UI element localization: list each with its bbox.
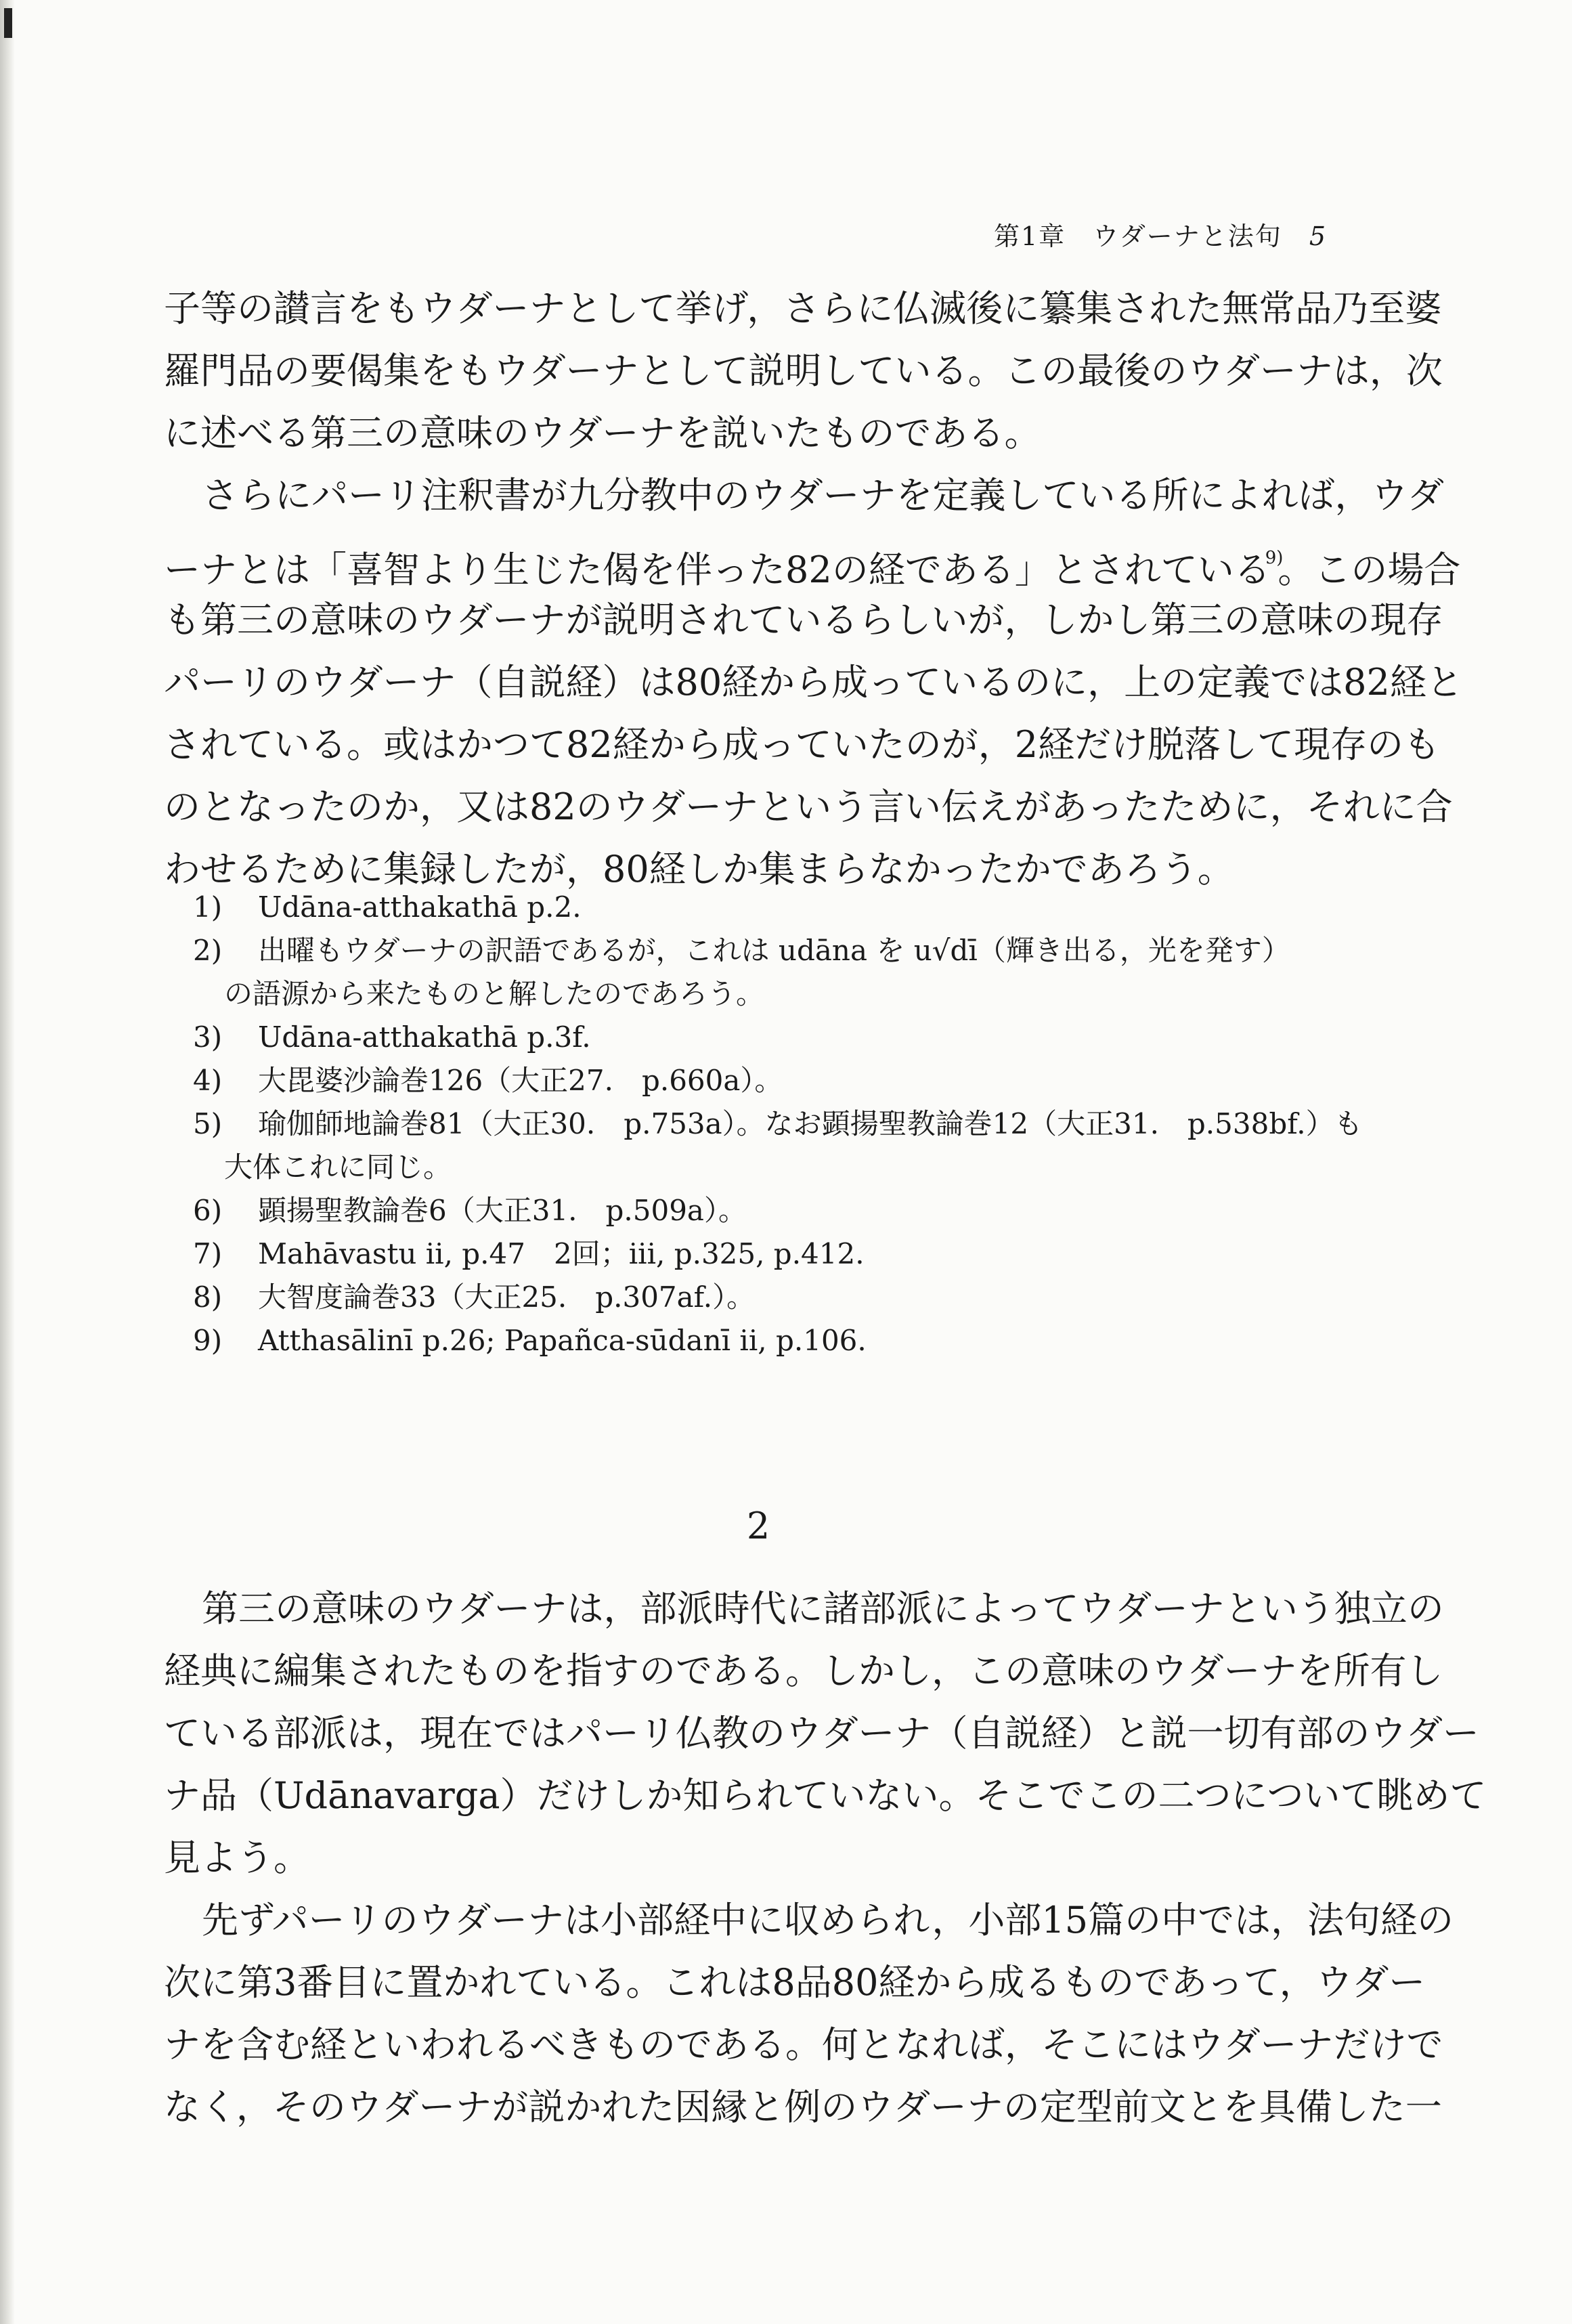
- footnote-number: 8): [193, 1281, 223, 1314]
- footnote-text: 大毘婆沙論巻126（大正27. p.660a）。: [258, 1064, 783, 1097]
- footnote-number: 1): [193, 890, 223, 924]
- footnote-marker: 9): [1265, 548, 1284, 568]
- footnote-number: 6): [193, 1194, 223, 1227]
- body-line: ている部派は，現在ではパーリ仏教のウダーナ（自説経）と説一切有部のウダー: [164, 1712, 1479, 1755]
- footnote: [193, 886, 1357, 929]
- body-line-tail: 。この場合: [1278, 548, 1461, 591]
- body-line: 先ずパーリのウダーナは小部経中に収められ，小部15篇の中では，法句経の: [202, 1899, 1454, 1941]
- footnote-text: 大智度論巻33（大正25. p.307af.）。: [258, 1281, 756, 1314]
- footnote-text: 顕揚聖教論巻6（大正31. p.509a）。: [258, 1194, 747, 1227]
- footnotes: [193, 886, 1363, 1362]
- body-line: 第三の意味のウダーナは，部派時代に諸部派によってウダーナという独立の: [202, 1587, 1444, 1630]
- footnote-text: Mahāvastu ii, p.47 2回；iii, p.325, p.412.: [258, 1237, 865, 1270]
- footnote: [193, 1319, 1357, 1362]
- footnote-number: 7): [193, 1237, 223, 1270]
- section-2-body: [164, 1578, 1487, 2138]
- footnote: [193, 1059, 1357, 1102]
- body-line: 子等の讃言をもウダーナとして挙げ，さらに仏滅後に纂集された無常品乃至婆: [164, 287, 1442, 330]
- scan-mark: [4, 8, 12, 38]
- chapter-title: 第1章 ウダーナと法句: [994, 221, 1282, 251]
- body-line: も第三の意味のウダーナが説明されているらしいが，しかし第三の意味の現存: [164, 599, 1443, 641]
- footnote: [193, 1276, 1357, 1319]
- footnote: [193, 1016, 1357, 1059]
- footnote-number: 3): [193, 1020, 223, 1054]
- footnote: [193, 1189, 1357, 1232]
- section-1-body: [164, 278, 1463, 901]
- body-line: 経典に編集されたものを指すのである。しかし，この意味のウダーナを所有し: [164, 1650, 1443, 1692]
- body-line: わせるために集録したが，80経しか集まらなかったかであろう。: [164, 848, 1234, 890]
- footnote-number: 9): [193, 1324, 223, 1357]
- body-line-text: ーナとは「喜智より生じた偈を伴った82の経である」とされている: [164, 548, 1271, 591]
- body-line: 次に第3番目に置かれている。これは8品80経から成るものであって，ウダー: [164, 1961, 1426, 2004]
- footnote: [193, 1232, 1357, 1276]
- section-number: 2: [746, 1505, 770, 1547]
- footnote-text: Udāna-atthakathā p.3f.: [258, 1020, 591, 1054]
- page-number: 5: [1309, 221, 1327, 251]
- body-line: さらにパーリ注釈書が九分教中のウダーナを定義している所によれば，ウダ: [202, 474, 1444, 517]
- body-line: に述べる第三の意味のウダーナを説いたものである。: [164, 412, 1041, 454]
- body-line: のとなったのか，又は82のウダーナという言い伝えがあったために，それに合: [164, 786, 1453, 828]
- running-header: [994, 215, 1327, 253]
- footnote-text: Udāna-atthakathā p.2.: [258, 890, 582, 924]
- body-line: パーリのウダーナ（自説経）は80経から成っているのに，上の定義では82経と: [164, 661, 1463, 704]
- footnote-continuation: 大体これに同じ。: [224, 1150, 452, 1184]
- body-line: 見よう。: [164, 1836, 310, 1879]
- footnote-text: 出曜もウダーナの訳語であるが，これは udāna を u√dī（輝き出る，光を発す）: [258, 934, 1290, 967]
- footnote-text: 瑜伽師地論巻81（大正30. p.753a）。なお顕揚聖教論巻12（大正31. p.538bf.）も: [258, 1107, 1363, 1140]
- body-line: 羅門品の要偈集をもウダーナとして説明している。この最後のウダーナは，次: [164, 349, 1443, 392]
- body-line: ナを含む経といわれるべきものである。何となれば，そこにはウダーナだけで: [164, 2023, 1443, 2066]
- footnote: [193, 929, 1357, 972]
- body-line-with-footnote: [164, 527, 1461, 591]
- footnote-continuation: の語源から来たものと解したのであろう。: [224, 977, 765, 1010]
- body-line: ナ品（Udānavarga）だけしか知られていない。そこでこの二つについて眺めて: [164, 1774, 1487, 1817]
- footnote-text: Atthasālinī p.26; Papañca-sūdanī ii, p.106.: [258, 1324, 867, 1357]
- body-line: されている。或はかつて82経から成っていたのが，2経だけ脱落して現存のも: [164, 723, 1441, 766]
- body-line: なく，そのウダーナが説かれた因縁と例のウダーナの定型前文とを具備した一: [164, 2086, 1442, 2128]
- footnote: [193, 1102, 1363, 1146]
- footnote-number: 4): [193, 1064, 223, 1097]
- scan-edge-shadow: [0, 0, 15, 2324]
- footnote-number: 5): [193, 1107, 223, 1140]
- footnote-number: 2): [193, 934, 223, 967]
